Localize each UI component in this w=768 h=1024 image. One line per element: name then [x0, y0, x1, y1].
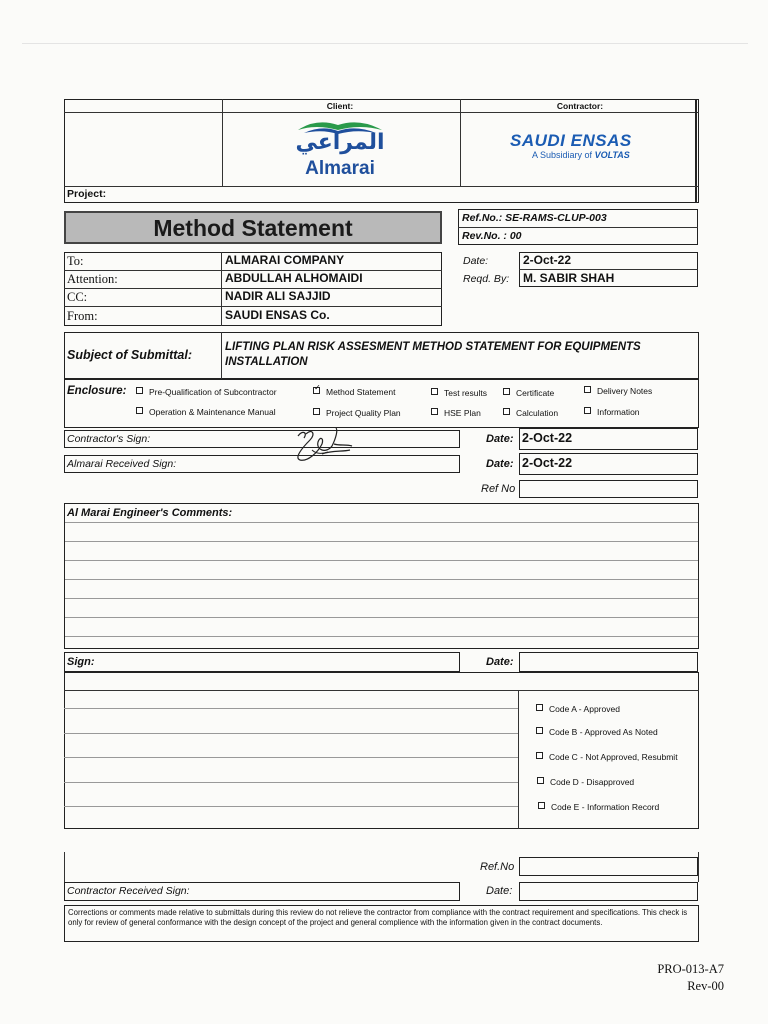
code-option[interactable]	[536, 752, 678, 762]
header-rule	[64, 112, 699, 113]
enclosure-item[interactable]	[136, 407, 276, 417]
code-desc: Approved	[583, 704, 620, 714]
title-box	[64, 211, 442, 244]
codes-divider	[518, 690, 519, 829]
page-title: Method Statement	[153, 215, 353, 241]
contractor-date-value: 2-Oct-22	[522, 431, 573, 445]
header-rule-project	[64, 186, 699, 187]
code-name: Code A	[549, 704, 577, 714]
ensas-sub-prefix: A Subsidiary of	[532, 150, 593, 160]
almarai-latin: Almarai	[305, 158, 375, 179]
enclosure-item-label: Method Statement	[326, 387, 396, 397]
engineer-date-field[interactable]	[519, 652, 698, 672]
comment-line	[65, 560, 698, 561]
subject-line-2: INSTALLATION	[225, 356, 308, 368]
code-sep: -	[580, 752, 584, 762]
enclosure-item[interactable]	[503, 388, 554, 398]
checkbox-checked-icon[interactable]	[313, 387, 320, 394]
comments-label: Al Marai Engineer's Comments:	[67, 507, 233, 519]
comments-box[interactable]	[64, 503, 699, 649]
header-divider-left	[222, 99, 223, 187]
ref-no-label: Ref No	[481, 483, 516, 495]
code-option[interactable]	[537, 777, 634, 787]
code-sep: -	[579, 727, 583, 737]
comment-line	[65, 522, 698, 523]
footer-right-edge	[698, 852, 699, 882]
comment-line	[65, 636, 698, 637]
to-value: ALMARAI COMPANY	[225, 253, 345, 267]
checkbox-icon[interactable]	[136, 387, 143, 394]
checkbox-icon[interactable]	[538, 802, 545, 809]
checkbox-icon[interactable]	[536, 727, 543, 734]
enclosure-item-label: Calculation	[516, 408, 559, 418]
checkbox-icon[interactable]	[584, 386, 591, 393]
checkbox-icon[interactable]	[313, 408, 320, 415]
project-label: Project:	[67, 188, 107, 200]
comment-line	[65, 579, 698, 580]
almarai-received-label: Almarai Received Sign:	[67, 458, 177, 470]
enclosure-item[interactable]	[584, 407, 640, 417]
codes-line	[64, 733, 518, 734]
enclosure-item[interactable]	[584, 386, 652, 396]
ref-no: Ref.No.: SE-RAMS-CLUP-003	[462, 212, 607, 224]
almarai-date-value: 2-Oct-22	[522, 456, 573, 470]
checkbox-icon[interactable]	[536, 704, 543, 711]
cc-label: CC:	[67, 290, 88, 304]
reqd-value: M. SABIR SHAH	[523, 271, 615, 285]
from-label: From:	[67, 309, 98, 323]
reqd-label: Reqd. By:	[463, 273, 510, 285]
code-name: Code B	[549, 727, 578, 737]
subject-line-1: LIFTING PLAN RISK ASSESMENT METHOD STATEMENT FOR EQUIPMENTS	[225, 341, 641, 353]
code-desc: Disapproved	[586, 777, 635, 787]
comment-line	[65, 541, 698, 542]
codes-line	[64, 757, 518, 758]
disclaimer-box	[64, 905, 699, 942]
code-sep: -	[581, 802, 585, 812]
comment-line	[65, 598, 698, 599]
contractor-sign-label: Contractor's Sign:	[67, 433, 151, 445]
contractor-date-label: Date:	[486, 433, 514, 445]
almarai-logo	[290, 116, 390, 182]
enclosure-item[interactable]	[313, 387, 395, 397]
attention-label: Attention:	[67, 272, 118, 286]
code-sep: -	[581, 777, 585, 787]
almarai-arabic: المراعي	[295, 130, 385, 155]
code-name: Code C	[549, 752, 578, 762]
enclosure-item-label: Delivery Notes	[597, 386, 653, 396]
enclosure-item-label: Project Quality Plan	[326, 408, 401, 418]
codes-line	[64, 782, 518, 783]
checkbox-icon[interactable]	[503, 388, 510, 395]
code-name: Code D	[550, 777, 579, 787]
ensas-logo-sub	[532, 150, 630, 160]
addressing-rule-3	[64, 306, 442, 307]
subject-label: Subject of Submittal:	[67, 348, 192, 362]
code-desc: Not Approved, Resubmit	[585, 752, 678, 762]
enclosure-item[interactable]	[503, 408, 558, 418]
footer-ref-label: Ref.No	[480, 861, 515, 873]
rev-no: Rev.No. : 00	[462, 230, 522, 242]
checkbox-icon[interactable]	[431, 408, 438, 415]
date-reqd-rule	[519, 269, 698, 270]
addressing-divider	[221, 252, 222, 326]
engineer-date-label: Date:	[486, 656, 514, 668]
footer-date-field[interactable]	[519, 882, 698, 901]
enclosure-item-label: Pre-Qualification of Subcontractor	[149, 387, 277, 397]
from-value: SAUDI ENSAS Co.	[225, 308, 330, 322]
checkbox-icon[interactable]	[503, 408, 510, 415]
comment-line	[65, 617, 698, 618]
code-sep: -	[578, 704, 582, 714]
enclosure-item[interactable]	[431, 408, 481, 418]
ref-rule	[458, 227, 698, 228]
checkbox-icon[interactable]	[537, 777, 544, 784]
footer-left-edge	[64, 852, 65, 882]
enclosure-label: Enclosure:	[67, 385, 127, 397]
enclosure-item[interactable]	[431, 388, 487, 398]
engineer-sign-label: Sign:	[67, 656, 95, 668]
ensas-sub-brand: VOLTAS	[594, 150, 630, 160]
enclosure-item[interactable]	[136, 387, 277, 397]
attention-value: ABDULLAH ALHOMAIDI	[225, 271, 363, 285]
code-option[interactable]	[536, 704, 620, 714]
checkbox-icon[interactable]	[431, 388, 438, 395]
footer-ref-field[interactable]	[519, 857, 698, 876]
enclosure-item-label: Information	[597, 407, 640, 417]
engineer-sign-field[interactable]	[64, 652, 460, 672]
almarai-date-label: Date:	[486, 458, 514, 470]
disclaimer-text: Corrections or comments made relative to submittals during this review do not relieve the contractor from compliance with the contract requirement and specifications. This check is only for review of general conformance with the design concept of the project and general complience with the information given in the contract documents.	[68, 908, 688, 927]
ensas-logo-name: SAUDI ENSAS	[510, 131, 632, 150]
enclosure-item-label: Test results	[444, 388, 487, 398]
to-label: To:	[67, 254, 84, 268]
client-label: Client:	[326, 101, 354, 111]
code-name: Code E	[551, 802, 580, 812]
codes-line	[64, 806, 518, 807]
contractor-label: Contractor:	[556, 101, 604, 111]
doc-code: PRO-013-A7	[657, 962, 724, 976]
code-option[interactable]	[538, 802, 659, 812]
code-desc: Information Record	[586, 802, 660, 812]
enclosure-item-label: Operation & Maintenance Manual	[149, 407, 276, 417]
checkbox-icon[interactable]	[536, 752, 543, 759]
enclosure-item-label: Certificate	[516, 388, 555, 398]
enclosure-item[interactable]	[313, 408, 401, 418]
codes-line	[64, 708, 518, 709]
code-desc: Approved As Noted	[584, 727, 658, 737]
date-label: Date:	[463, 255, 489, 267]
header-divider-mid	[460, 99, 461, 187]
ref-no-field[interactable]	[519, 480, 698, 498]
doc-rev: Rev-00	[687, 979, 724, 993]
checkbox-icon[interactable]	[136, 407, 143, 414]
date-value: 2-Oct-22	[523, 253, 572, 267]
contractor-received-label: Contractor Received Sign:	[67, 885, 190, 897]
enclosure-item-label: HSE Plan	[444, 408, 481, 418]
checkbox-icon[interactable]	[584, 407, 591, 414]
header-divider-right	[695, 99, 697, 203]
subject-divider	[221, 332, 222, 379]
footer-date-label: Date:	[486, 885, 513, 897]
code-option[interactable]	[536, 727, 658, 737]
codes-top-rule	[64, 690, 699, 691]
page-top-rule	[22, 43, 748, 44]
signature-image	[292, 424, 362, 466]
cc-value: NADIR ALI SAJJID	[225, 289, 331, 303]
